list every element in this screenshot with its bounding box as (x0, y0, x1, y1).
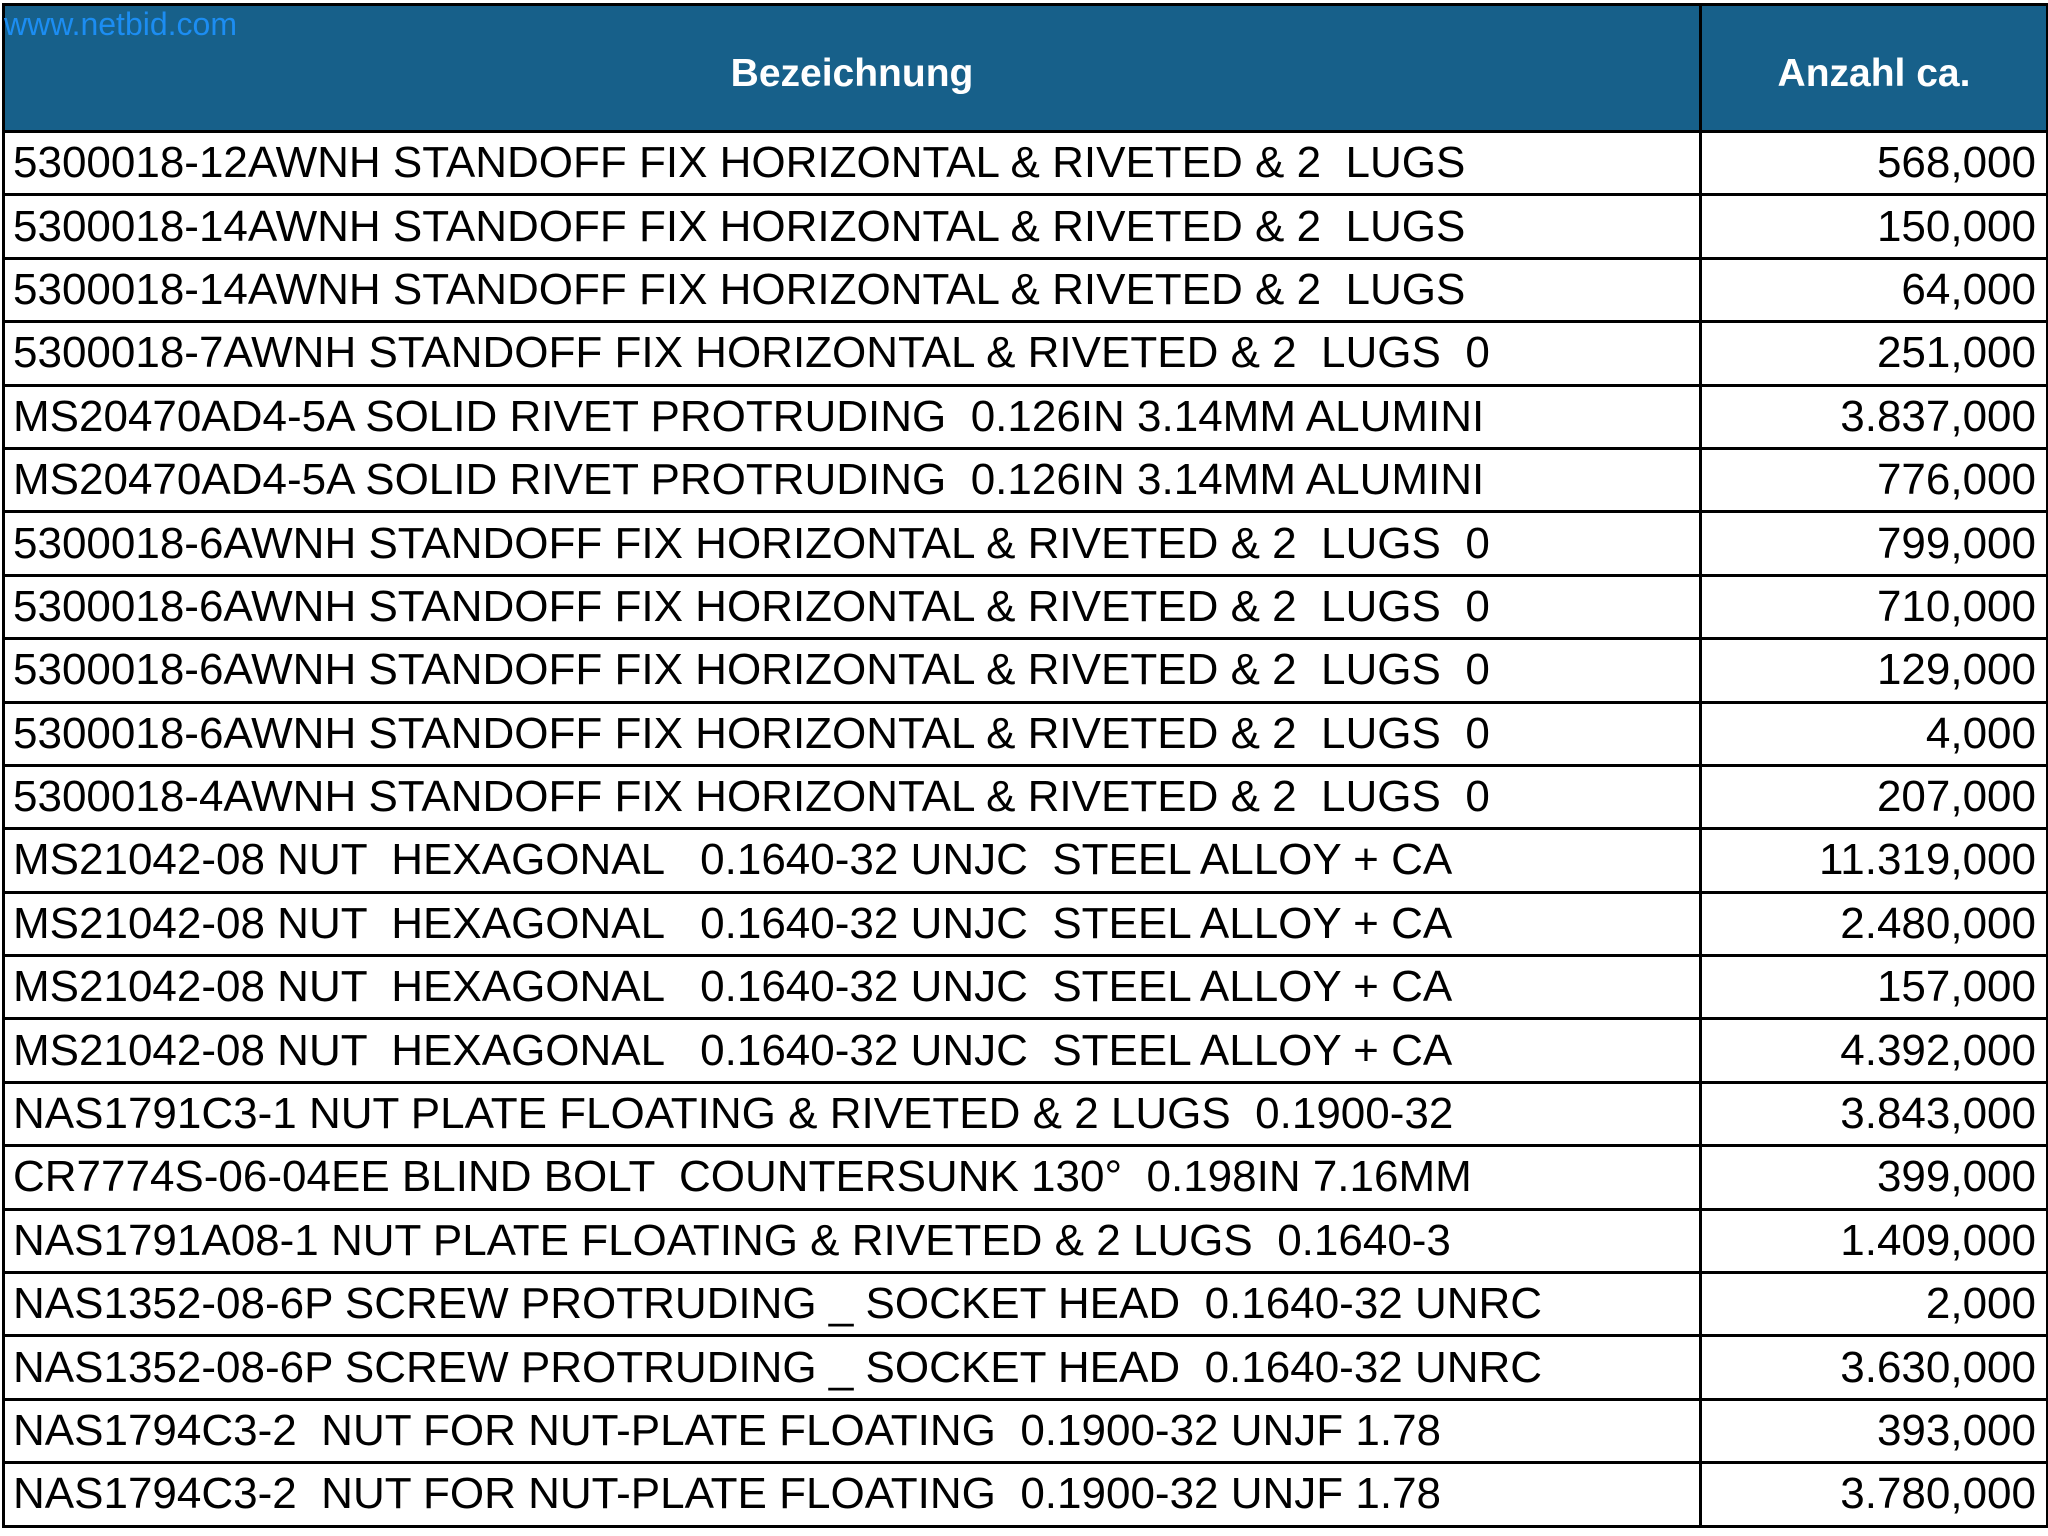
table-row (4, 1336, 2048, 1399)
row-quantity: 4.392,000 (1701, 1019, 2048, 1082)
table-row (4, 956, 2048, 1019)
row-quantity: 2,000 (1701, 1273, 2048, 1336)
row-quantity: 150,000 (1701, 195, 2048, 258)
table-row (4, 765, 2048, 828)
row-description: 5300018-4AWNH STANDOFF FIX HORIZONTAL & RIVETED & 2 LUGS 0 (4, 765, 1701, 828)
inventory-table (2, 3, 2048, 1528)
row-quantity: 3.837,000 (1701, 385, 2048, 448)
row-description: MS21042-08 NUT HEXAGONAL 0.1640-32 UNJC STEEL ALLOY + CA (4, 956, 1701, 1019)
row-description: MS21042-08 NUT HEXAGONAL 0.1640-32 UNJC STEEL ALLOY + CA (4, 892, 1701, 955)
row-quantity: 399,000 (1701, 1146, 2048, 1209)
row-description: MS21042-08 NUT HEXAGONAL 0.1640-32 UNJC STEEL ALLOY + CA (4, 1019, 1701, 1082)
row-quantity: 568,000 (1701, 132, 2048, 195)
row-quantity: 4,000 (1701, 702, 2048, 765)
watermark-link[interactable]: www.netbid.com (4, 6, 237, 42)
row-quantity: 3.780,000 (1701, 1463, 2048, 1526)
row-description: 5300018-6AWNH STANDOFF FIX HORIZONTAL & RIVETED & 2 LUGS 0 (4, 575, 1701, 638)
table-row (4, 1019, 2048, 1082)
row-description: 5300018-6AWNH STANDOFF FIX HORIZONTAL & RIVETED & 2 LUGS 0 (4, 639, 1701, 702)
table-row (4, 1463, 2048, 1526)
table-row (4, 448, 2048, 511)
row-quantity: 64,000 (1701, 258, 2048, 321)
row-description: CR7774S-06-04EE BLIND BOLT COUNTERSUNK 130° 0.198IN 7.16MM (4, 1146, 1701, 1209)
column-header-quantity: Anzahl ca. (1701, 5, 2048, 132)
table-row (4, 639, 2048, 702)
table-row (4, 322, 2048, 385)
table-row (4, 1082, 2048, 1145)
table-row (4, 385, 2048, 448)
row-quantity: 3.843,000 (1701, 1082, 2048, 1145)
row-quantity: 393,000 (1701, 1399, 2048, 1462)
row-description: MS20470AD4-5A SOLID RIVET PROTRUDING 0.126IN 3.14MM ALUMINI (4, 385, 1701, 448)
table-row (4, 1273, 2048, 1336)
table-row (4, 195, 2048, 258)
row-quantity: 2.480,000 (1701, 892, 2048, 955)
row-quantity: 710,000 (1701, 575, 2048, 638)
row-description: NAS1794C3-2 NUT FOR NUT-PLATE FLOATING 0.1900-32 UNJF 1.78 (4, 1463, 1701, 1526)
row-quantity: 157,000 (1701, 956, 2048, 1019)
table-row (4, 512, 2048, 575)
row-description: NAS1352-08-6P SCREW PROTRUDING _ SOCKET HEAD 0.1640-32 UNRC (4, 1336, 1701, 1399)
table-row (4, 258, 2048, 321)
row-quantity: 207,000 (1701, 765, 2048, 828)
row-description: MS20470AD4-5A SOLID RIVET PROTRUDING 0.126IN 3.14MM ALUMINI (4, 448, 1701, 511)
table-body (4, 132, 2048, 1527)
row-description: MS21042-08 NUT HEXAGONAL 0.1640-32 UNJC STEEL ALLOY + CA (4, 829, 1701, 892)
table-row (4, 1146, 2048, 1209)
table-row (4, 575, 2048, 638)
column-header-description: Bezeichnung (4, 5, 1701, 132)
table-row (4, 132, 2048, 195)
row-quantity: 1.409,000 (1701, 1209, 2048, 1272)
row-description: NAS1352-08-6P SCREW PROTRUDING _ SOCKET HEAD 0.1640-32 UNRC (4, 1273, 1701, 1336)
row-description: 5300018-7AWNH STANDOFF FIX HORIZONTAL & RIVETED & 2 LUGS 0 (4, 322, 1701, 385)
row-description: 5300018-14AWNH STANDOFF FIX HORIZONTAL & RIVETED & 2 LUGS (4, 258, 1701, 321)
row-description: 5300018-14AWNH STANDOFF FIX HORIZONTAL & RIVETED & 2 LUGS (4, 195, 1701, 258)
table-row (4, 829, 2048, 892)
row-description: NAS1791C3-1 NUT PLATE FLOATING & RIVETED & 2 LUGS 0.1900-32 (4, 1082, 1701, 1145)
table-row (4, 1209, 2048, 1272)
row-quantity: 11.319,000 (1701, 829, 2048, 892)
row-description: NAS1791A08-1 NUT PLATE FLOATING & RIVETED & 2 LUGS 0.1640-3 (4, 1209, 1701, 1272)
header-row (4, 5, 2048, 132)
row-description: 5300018-6AWNH STANDOFF FIX HORIZONTAL & RIVETED & 2 LUGS 0 (4, 702, 1701, 765)
row-quantity: 251,000 (1701, 322, 2048, 385)
table-row (4, 1399, 2048, 1462)
row-description: 5300018-6AWNH STANDOFF FIX HORIZONTAL & RIVETED & 2 LUGS 0 (4, 512, 1701, 575)
row-quantity: 129,000 (1701, 639, 2048, 702)
row-description: 5300018-12AWNH STANDOFF FIX HORIZONTAL & RIVETED & 2 LUGS (4, 132, 1701, 195)
table-row (4, 892, 2048, 955)
row-quantity: 799,000 (1701, 512, 2048, 575)
row-description: NAS1794C3-2 NUT FOR NUT-PLATE FLOATING 0.1900-32 UNJF 1.78 (4, 1399, 1701, 1462)
row-quantity: 776,000 (1701, 448, 2048, 511)
row-quantity: 3.630,000 (1701, 1336, 2048, 1399)
table-row (4, 702, 2048, 765)
